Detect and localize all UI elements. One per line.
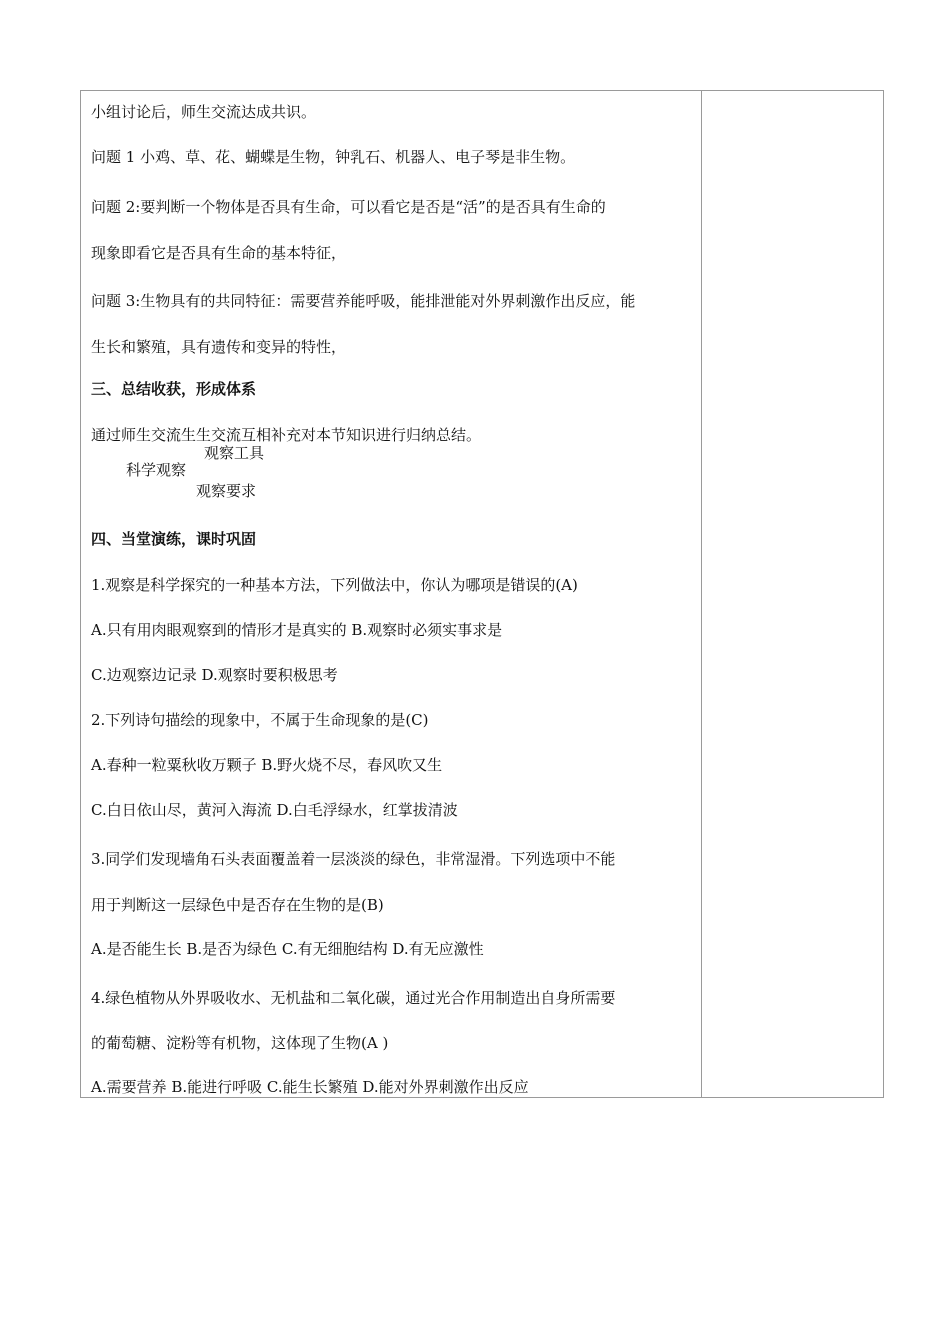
- diagram-branch-requirements: 观察要求: [196, 482, 257, 500]
- column-divider: [701, 91, 702, 1097]
- exercise-3-options: A.是否能生长 B.是否为绿色 C.有无细胞结构 D.有无应激性: [91, 940, 484, 958]
- summary-paragraph: 通过师生交流生生交流互相补充对本节知识进行归纳总结。: [91, 426, 482, 444]
- diagram-root: 科学观察: [126, 461, 187, 479]
- exercise-4-question-line-1: 4.绿色植物从外界吸收水、无机盐和二氧化碳，通过光合作用制造出自身所需要: [91, 989, 616, 1007]
- exercise-3-question-line-1: 3.同学们发现墙角石头表面覆盖着一层淡淡的绿色，非常湿滑。下列选项中不能: [91, 850, 616, 868]
- exercise-2-question: 2.下列诗句描绘的现象中，不属于生命现象的是(C): [91, 711, 429, 729]
- answer-question-2-line-2: 现象即看它是否具有生命的基本特征，: [91, 244, 347, 262]
- answer-question-2-line-1: 问题 2:要判断一个物体是否具有生命，可以看它是否是“活”的是否具有生命的: [91, 198, 606, 216]
- lesson-table: [80, 90, 884, 1098]
- exercise-2-options-cd: C.白日依山尽，黄河入海流 D.白毛浮绿水，红掌拔清波: [91, 801, 458, 819]
- answer-question-3-line-2: 生长和繁殖，具有遗传和变异的特性，: [91, 338, 347, 356]
- diagram-branch-tools: 观察工具: [204, 444, 265, 462]
- exercise-2-options-ab: A.春种一粒粟秋收万颗子 B.野火烧不尽，春风吹又生: [91, 756, 443, 774]
- section-heading-exercises: 四、当堂演练，课时巩固: [91, 530, 257, 548]
- answer-question-3-line-1: 问题 3:生物具有的共同特征：需要营养能呼吸，能排泄能对外界刺激作出反应，能: [91, 292, 636, 310]
- exercise-4-options: A.需要营养 B.能进行呼吸 C.能生长繁殖 D.能对外界刺激作出反应: [91, 1078, 529, 1096]
- exercise-1-options-cd: C.边观察边记录 D.观察时要积极思考: [91, 666, 338, 684]
- exercise-3-question-line-2: 用于判断这一层绿色中是否存在生物的是(B): [91, 896, 384, 914]
- exercise-1-question: 1.观察是科学探究的一种基本方法，下列做法中，你认为哪项是错误的(A): [91, 576, 578, 594]
- exercise-4-question-line-2: 的葡萄糖、淀粉等有机物，这体现了生物(A ): [91, 1034, 389, 1052]
- paragraph-discussion: 小组讨论后，师生交流达成共识。: [91, 103, 317, 121]
- section-heading-summary: 三、总结收获，形成体系: [91, 380, 257, 398]
- answer-question-1: 问题 1 小鸡、草、花、蝴蝶是生物，钟乳石、机器人、电子琴是非生物。: [91, 148, 576, 166]
- exercise-1-options-ab: A.只有用肉眼观察到的情形才是真实的 B.观察时必须实事求是: [91, 621, 503, 639]
